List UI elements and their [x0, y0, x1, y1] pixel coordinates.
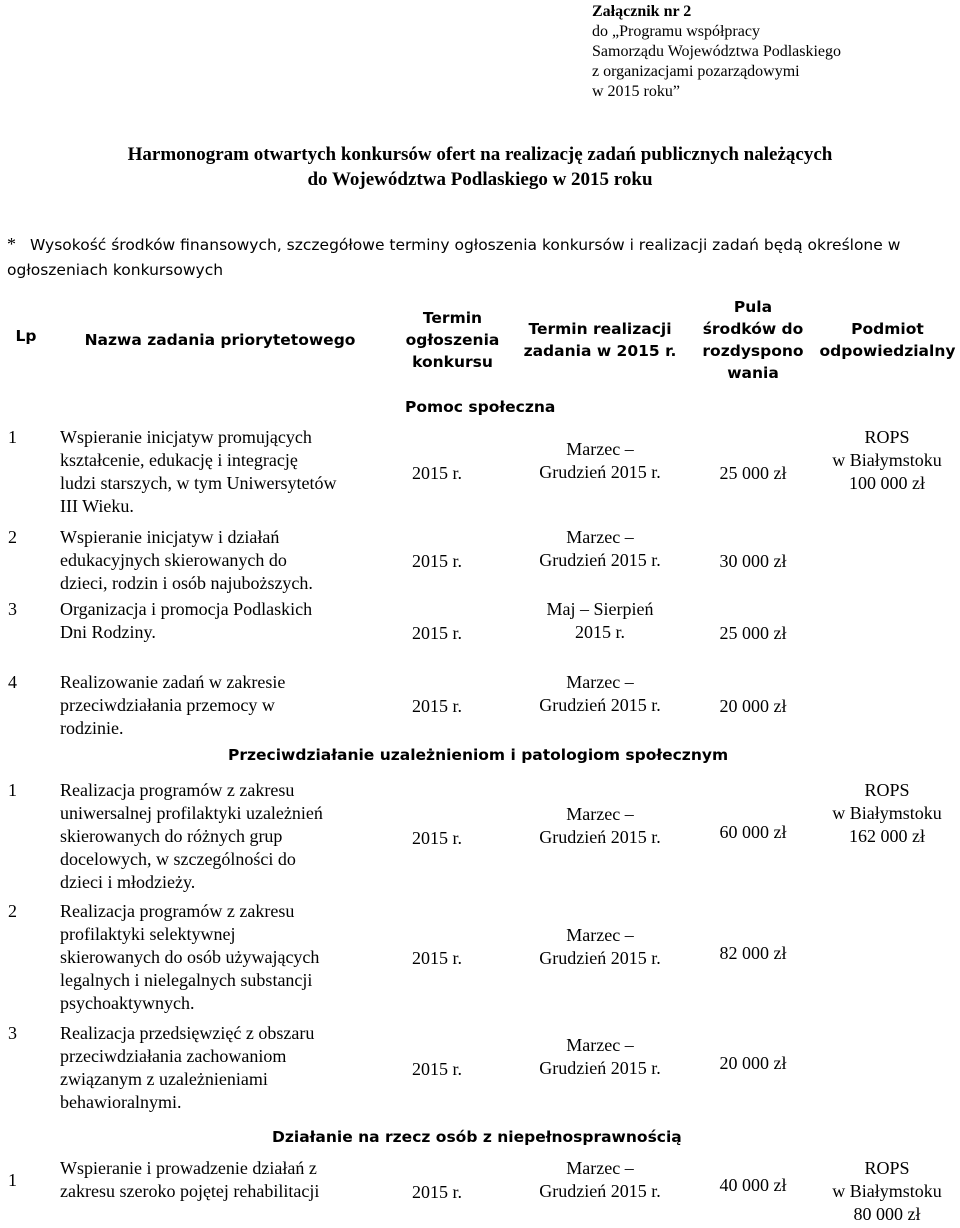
- header-name: Nazwa zadania priorytetowego: [84, 331, 356, 349]
- header-pool-line: środków do: [702, 320, 804, 338]
- row-lp: 2: [8, 901, 17, 921]
- header-realization-line: Termin realizacji: [528, 320, 672, 338]
- header-pool-line: rozdyspono: [702, 342, 804, 360]
- row-pool: 40 000 zł: [719, 1175, 787, 1195]
- row-name-line: Organizacja i promocja Podlaskich: [60, 599, 313, 619]
- row-pool: 82 000 zł: [719, 943, 787, 963]
- section-title: Działanie na rzecz osób z niepełnosprawnością: [272, 1128, 682, 1146]
- row-realization-line: Grudzień 2015 r.: [539, 462, 661, 482]
- row-name-line: docelowych, w szczególności do: [60, 849, 296, 869]
- row-name: [60, 598, 370, 644]
- row-pool: 25 000 zł: [719, 463, 787, 483]
- header-pool: [688, 296, 818, 384]
- row-realization: [515, 438, 685, 484]
- row-realization: [515, 1034, 685, 1080]
- row-name: [60, 900, 370, 1015]
- section-title: Pomoc społeczna: [405, 398, 556, 416]
- responsible-entity-amount: 162 000 zł: [849, 826, 925, 846]
- header-term-line: ogłoszenia: [405, 331, 500, 349]
- row-name-line: przeciwdziałania przemocy w: [60, 695, 275, 715]
- row-name-line: edukacyjnych skierowanych do: [60, 550, 287, 570]
- row-lp: 2: [8, 527, 17, 547]
- row-lp: 1: [8, 427, 17, 447]
- row-term: 2015 r.: [412, 463, 463, 483]
- row-lp: 3: [8, 1023, 17, 1043]
- footnote-text: Wysokość środków finansowych, szczegółowe terminy ogłoszenia konkursów i realizacji zadań będą określone w ogłoszeniach konkursowych: [7, 236, 901, 279]
- document-title-line: Harmonogram otwartych konkursów ofert na realizację zadań publicznych należących: [127, 144, 833, 165]
- row-name: [60, 779, 370, 894]
- row-name-line: Wspieranie inicjatyw i działań: [60, 527, 280, 547]
- responsible-entity-amount: 100 000 zł: [849, 473, 925, 493]
- header-term-line: konkursu: [412, 353, 493, 371]
- annex-line: Samorządu Województwa Podlaskiego: [592, 43, 842, 60]
- row-pool: 25 000 zł: [719, 623, 787, 643]
- row-realization: [515, 924, 685, 970]
- row-term: 2015 r.: [412, 551, 463, 571]
- header-subject-line: odpowiedzialny: [819, 342, 956, 360]
- row-name-line: skierowanych do osób używających: [60, 947, 320, 967]
- row-term: 2015 r.: [412, 696, 463, 716]
- responsible-entity-amount: 80 000 zł: [853, 1204, 921, 1224]
- row-pool: 20 000 zł: [719, 696, 787, 716]
- row-realization-line: Marzec –: [566, 527, 634, 547]
- responsible-entity-line: ROPS: [864, 780, 910, 800]
- row-name-line: behawioralnymi.: [60, 1092, 182, 1112]
- responsible-entity: [812, 426, 960, 495]
- row-lp: 1: [8, 1170, 17, 1190]
- responsible-entity-line: w Białymstoku: [832, 450, 942, 470]
- row-name-line: Realizacja programów z zakresu: [60, 780, 295, 800]
- row-name-line: Realizowanie zadań w zakresie: [60, 672, 286, 692]
- row-name-line: dzieci, rodzin i osób najuboższych.: [60, 573, 313, 593]
- row-name-line: Realizacja przedsięwzięć z obszaru: [60, 1023, 315, 1043]
- row-realization-line: Grudzień 2015 r.: [539, 827, 661, 847]
- row-name-line: dzieci i młodzieży.: [60, 872, 196, 892]
- row-name: [60, 426, 370, 518]
- row-realization-line: Marzec –: [566, 925, 634, 945]
- row-term: 2015 r.: [412, 1059, 463, 1079]
- row-realization: [515, 526, 685, 572]
- responsible-entity-line: w Białymstoku: [832, 803, 942, 823]
- row-realization-line: 2015 r.: [574, 622, 625, 642]
- row-realization-line: Marzec –: [566, 1158, 634, 1178]
- row-name-line: psychoaktywnych.: [60, 993, 195, 1013]
- annex-line: z organizacjami pozarządowymi: [592, 63, 800, 80]
- header-lp: Lp: [15, 327, 37, 345]
- row-name-line: legalnych i nielegalnych substancji: [60, 970, 313, 990]
- responsible-entity-line: ROPS: [864, 427, 910, 447]
- row-term: 2015 r.: [412, 623, 463, 643]
- asterisk: *: [7, 234, 16, 254]
- row-lp: 4: [8, 672, 17, 692]
- row-name-line: uniwersalnej profilaktyki uzależnień: [60, 803, 323, 823]
- annex-line: do „Programu współpracy: [592, 23, 760, 40]
- header-pool-line: wania: [727, 364, 779, 382]
- annex-line: w 2015 roku”: [592, 83, 680, 100]
- row-realization-line: Grudzień 2015 r.: [539, 1181, 661, 1201]
- row-name-line: III Wieku.: [60, 496, 134, 516]
- row-pool: 20 000 zł: [719, 1053, 787, 1073]
- row-name-line: kształcenie, edukację i integrację: [60, 450, 298, 470]
- row-realization-line: Marzec –: [566, 804, 634, 824]
- row-name-line: związanym z uzależnieniami: [60, 1069, 268, 1089]
- document-title-line: do Województwa Podlaskiego w 2015 roku: [307, 169, 653, 190]
- row-name: [60, 526, 370, 595]
- row-realization-line: Grudzień 2015 r.: [539, 1058, 661, 1078]
- row-lp: 1: [8, 780, 17, 800]
- responsible-entity: [812, 779, 960, 848]
- row-name-line: skierowanych do różnych grup: [60, 826, 283, 846]
- section-title: Przeciwdziałanie uzależnieniom i patologiom społecznym: [228, 746, 729, 764]
- responsible-entity: [812, 1157, 960, 1226]
- row-realization: [515, 1157, 685, 1203]
- row-realization-line: Grudzień 2015 r.: [539, 695, 661, 715]
- annex-header: [592, 2, 952, 102]
- row-realization: [515, 598, 685, 644]
- row-lp: 3: [8, 599, 17, 619]
- row-realization-line: Grudzień 2015 r.: [539, 550, 661, 570]
- row-term: 2015 r.: [412, 948, 463, 968]
- responsible-entity-line: ROPS: [864, 1158, 910, 1178]
- row-pool: 30 000 zł: [719, 551, 787, 571]
- row-realization: [515, 671, 685, 717]
- row-term: 2015 r.: [412, 1182, 463, 1202]
- row-name-line: Wspieranie inicjatyw promujących: [60, 427, 312, 447]
- header-subject-line: Podmiot: [851, 320, 924, 338]
- row-pool: 60 000 zł: [719, 822, 787, 842]
- row-name-line: ludzi starszych, w tym Uniwersytetów: [60, 473, 337, 493]
- header-term: [395, 307, 510, 373]
- row-realization: [515, 803, 685, 849]
- row-name: [60, 1157, 370, 1203]
- header-realization-line: zadania w 2015 r.: [523, 342, 677, 360]
- annex-title: Załącznik nr 2: [592, 3, 692, 20]
- row-name-line: Wspieranie i prowadzenie działań z: [60, 1158, 317, 1178]
- footnote: [7, 232, 953, 283]
- row-realization-line: Grudzień 2015 r.: [539, 948, 661, 968]
- row-realization-line: Marzec –: [566, 1035, 634, 1055]
- header-subject: [815, 318, 960, 362]
- row-name-line: rodzinie.: [60, 718, 124, 738]
- row-name-line: Dni Rodziny.: [60, 622, 156, 642]
- row-name: [60, 1022, 370, 1114]
- row-name-line: zakresu szeroko pojętej rehabilitacji: [60, 1181, 320, 1201]
- row-realization-line: Marzec –: [566, 439, 634, 459]
- row-name-line: przeciwdziałania zachowaniom: [60, 1046, 287, 1066]
- responsible-entity-line: w Białymstoku: [832, 1181, 942, 1201]
- document-title: [0, 142, 960, 192]
- header-pool-line: Pula: [733, 298, 773, 316]
- header-realization: [515, 318, 685, 362]
- row-realization-line: Maj – Sierpień: [546, 599, 654, 619]
- row-name: [60, 671, 370, 740]
- row-realization-line: Marzec –: [566, 672, 634, 692]
- header-term-line: Termin: [422, 309, 483, 327]
- row-name-line: Realizacja programów z zakresu: [60, 901, 295, 921]
- row-name-line: profilaktyki selektywnej: [60, 924, 236, 944]
- row-term: 2015 r.: [412, 828, 463, 848]
